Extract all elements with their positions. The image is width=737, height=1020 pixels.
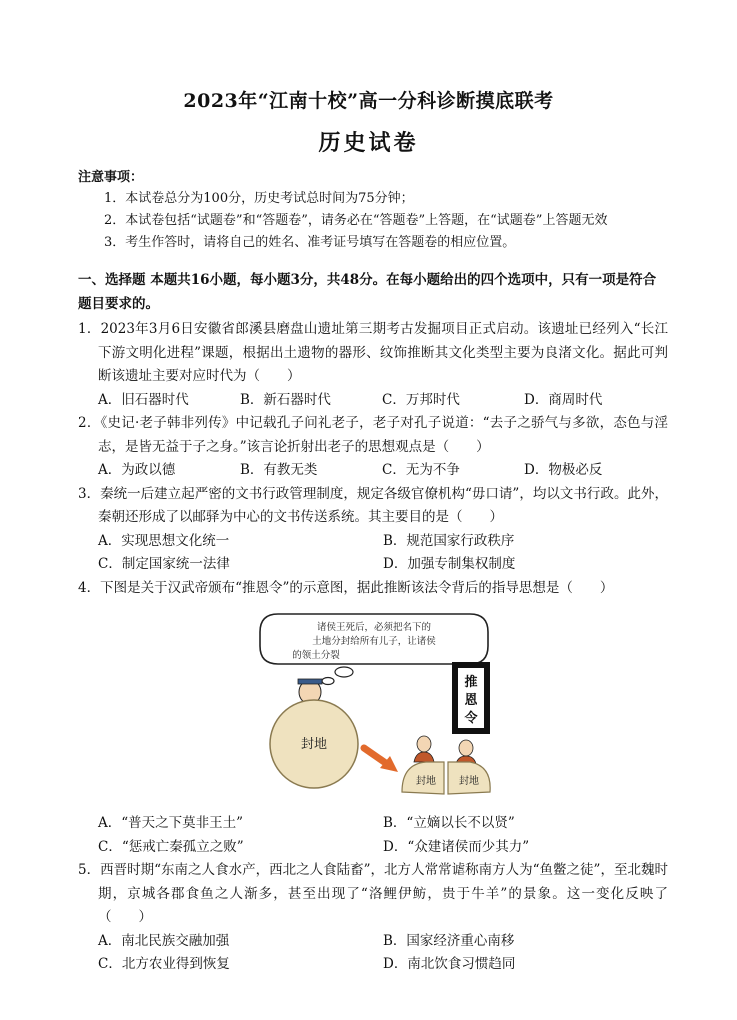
question-5: [78, 859, 668, 977]
subject-title: 历史试卷: [318, 130, 419, 156]
notice-item: 3．考生作答时，请将自己的姓名、准考证号填写在答题卷的相应位置。: [104, 235, 516, 250]
speech-line: 的领土分裂: [292, 650, 340, 661]
question-4: [78, 577, 668, 860]
small-fief-label: 封地: [459, 776, 479, 787]
lord-head: [417, 736, 431, 752]
option-d: D．商周时代: [524, 391, 603, 408]
option-c: C．万邦时代: [382, 391, 460, 408]
option-row: [78, 389, 668, 413]
option-d: D．加强专制集权制度: [383, 556, 516, 572]
edict-char: 令: [464, 711, 478, 726]
lord-robe: [414, 752, 434, 762]
option-a: A．旧石器时代: [98, 391, 189, 408]
option-a: A．为政以德: [98, 462, 176, 478]
option-row: [78, 530, 668, 554]
option-row: [78, 459, 668, 483]
question-stem: 4．下图是关于汉武帝颁布“推恩令”的示意图，据此推断该法令背后的指导思想是（ ）: [78, 579, 614, 596]
option-c: C．无为不争: [382, 462, 460, 478]
option-c: C．“惩戒亡秦孤立之败”: [98, 838, 244, 855]
emperor-crown: [298, 679, 322, 684]
thought-dot: [322, 678, 334, 685]
option-a: A．“普天之下莫非王土”: [98, 815, 244, 831]
option-c: C．北方农业得到恢复: [98, 956, 230, 972]
option-b: B．新石器时代: [240, 391, 331, 408]
illustration-svg: [256, 606, 496, 808]
option-b: B．规范国家行政秩序: [383, 532, 515, 549]
option-a: A．实现思想文化统一: [98, 532, 230, 549]
section-intro: 一、选择题 本题共16小题，每小题3分，共48分。在每小题给出的四个选项中，只有一项是符合题目要求的。: [78, 272, 657, 312]
option-row: [78, 812, 668, 836]
speech-line: 土地分封给所有儿子，让诸侯: [312, 636, 436, 647]
option-d: D．物极必反: [524, 462, 603, 478]
option-c: C．制定国家统一法律: [98, 556, 230, 572]
question-1: [78, 318, 668, 412]
question-list: [78, 318, 668, 977]
exam-title: 2023年“江南十校”高一分科诊断摸底联考: [183, 90, 554, 112]
lord-head: [459, 740, 473, 756]
option-d: D．南北饮食习惯趋同: [383, 956, 516, 972]
notice-block: [78, 166, 678, 254]
notice-item: 2．本试卷包括“试题卷”和“答题卷”，请务必在“答题卷”上答题，在“试题卷”上答题无效: [104, 213, 608, 228]
question-stem: 3．秦统一后建立起严密的文书行政管理制度，规定各级官僚机构“毋口请”，均以文书行政。此外，秦朝还形成了以邮驿为中心的文书传送系统。其主要目的是（ ）: [78, 485, 668, 525]
notice-heading: 注意事项：: [78, 170, 144, 185]
option-a: A．南北民族交融加强: [98, 932, 230, 949]
tuienling-illustration: [78, 604, 668, 812]
small-fief-label: 封地: [416, 776, 436, 787]
edict-char: 恩: [464, 693, 478, 708]
option-row: [78, 553, 668, 577]
option-b: B．“立嫡以长不以贤”: [383, 815, 515, 831]
thought-dot: [335, 667, 353, 677]
big-fief-label: 封地: [300, 737, 328, 752]
question-stem: 1．2023年3月6日安徽省郎溪县磨盘山遗址第三期考古发掘项目正式启动。该遗址已经列入“长江下游文明化进程”课题，根据出土遗物的器形、纹饰推断其文化类型主要为良渚文化。据此可判断该遗址主要对应时代为（ ）: [78, 321, 668, 384]
question-stem: 2．《史记·老子韩非列传》中记载孔子问礼老子，老子对孔子说道：“去子之骄气与多欲，态色与淫志，是皆无益于子之身。”该言论折射出老子的思想观点是（ ）: [78, 415, 668, 455]
edict-char: 推: [464, 675, 478, 690]
notice-item: 1．本试卷总分为100分，历史考试总时间为75分钟；: [104, 191, 414, 206]
option-b: B．国家经济重心南移: [383, 932, 515, 949]
option-row: [78, 953, 668, 977]
option-b: B．有教无类: [240, 462, 318, 478]
question-3: [78, 483, 668, 577]
option-row: [78, 836, 668, 860]
speech-line: 诸侯王死后，必须把名下的: [316, 622, 432, 633]
question-stem: 5．西晋时期“东南之人食水产，西北之人食陆畜”，北方人常常谑称南方人为“鱼鳖之徒”，至北魏时期，京城各郡食鱼之人渐多，甚至出现了“洛鲤伊鲂，贵于牛羊”的景象。这一变化反映了（ ）: [78, 862, 668, 925]
question-2: [78, 412, 668, 483]
option-row: [78, 930, 668, 954]
option-d: D．“众建诸侯而少其力”: [383, 838, 530, 855]
